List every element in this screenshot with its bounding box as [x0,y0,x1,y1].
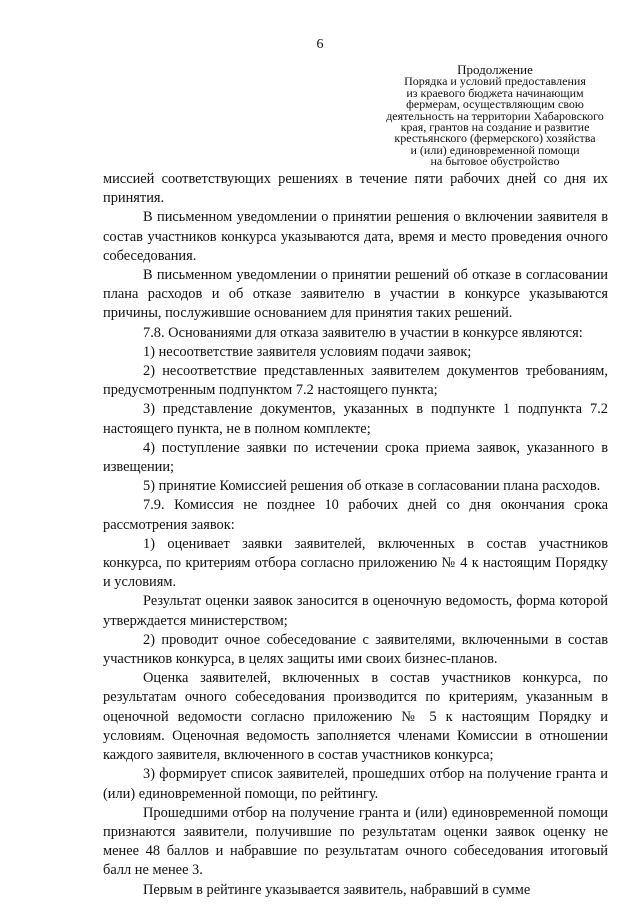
continuation-line: фермерам, осуществляющим свою [406,97,584,112]
page-number: 6 [316,37,324,52]
paragraph: В письменном уведомлении о принятии решения о включении заявителя в состав участников конкурса указываются дата, время и место проведения очного собеседования. [103,209,608,264]
continuation-line: края, грантов на создание и развитие [400,120,590,135]
continuation-line: на бытовое обустройство [430,154,560,169]
paragraph: 2) несоответствие представленных заявителем документов требованиям, предусмотренным подпунктом 7.2 настоящего пункта; [103,363,608,399]
continuation-label: Продолжение [457,62,533,77]
paragraph: 7.9. Комиссия не позднее 10 рабочих дней со дня окончания срока рассмотрения заявок: [103,497,608,533]
paragraph: 4) поступление заявки по истечении срока приема заявок, указанного в извещении; [103,439,608,476]
continuation-line: крестьянского (фермерского) хозяйства [394,131,596,146]
continuation-line: из краевого бюджета начинающим [406,85,584,100]
paragraph: миссией соответствующих решениях в течение пяти рабочих дней со дня их принятия. [103,171,608,207]
paragraph: Результат оценки заявок заносится в оценочную ведомость, форма которой утверждается министерством; [103,593,608,629]
continuation-header [385,64,605,168]
continuation-line: деятельность на территории Хабаровского [386,108,604,123]
paragraph: 3) формирует список заявителей, прошедших отбор на получение гранта и (или) единовременной помощи, по рейтингу. [103,766,608,802]
paragraph: Прошедшими отбор на получение гранта и (или) единовременной помощи признаются заявители, получившие по результатам оценки заявок оценку не менее 48 баллов и набравшие по результатам очного собеседования итоговый балл не менее 3. [103,804,608,879]
continuation-line: Порядка и условий предоставления [404,74,586,89]
continuation-line: и (или) единовременной помощи [410,142,580,157]
document-body [103,170,608,900]
paragraph: В письменном уведомлении о принятии решений об отказе в согласовании плана расходов и об отказе заявителю в участии в конкурсе указываются причины, послужившие основанием для принятия таких решений. [103,267,608,322]
paragraph: 1) несоответствие заявителя условиям подачи заявок; [143,343,472,360]
paragraph: Оценка заявителей, включенных в состав участников конкурса, по результатам очного собеседования производится по критериям, указанным в оценочной ведомости согласно приложению № 5 к настоящим Порядку и условиям. Оценочная ведомость заполняется членами Комиссии в отношении каждого заявителя, включенного в состав участников конкурса; [103,670,608,764]
paragraph: 2) проводит очное собеседование с заявителями, включенными в состав участников конкурса, в целях защиты ими своих бизнес-планов. [103,631,608,668]
paragraph: 5) принятие Комиссией решения об отказе в согласовании плана расходов. [143,478,601,495]
paragraph: Первым в рейтинге указывается заявитель, набравший в сумме [143,881,531,898]
paragraph: 3) представление документов, указанных в подпункте 1 подпункта 7.2 настоящего пункта, не в полном комплекте; [103,401,608,437]
paragraph: 1) оценивает заявки заявителей, включенных в состав участников конкурса, по критериям отбора согласно приложению № 4 к настоящим Порядку и условиям. [103,535,608,591]
paragraph: 7.8. Основаниями для отказа заявителю в участии в конкурсе являются: [143,324,583,341]
